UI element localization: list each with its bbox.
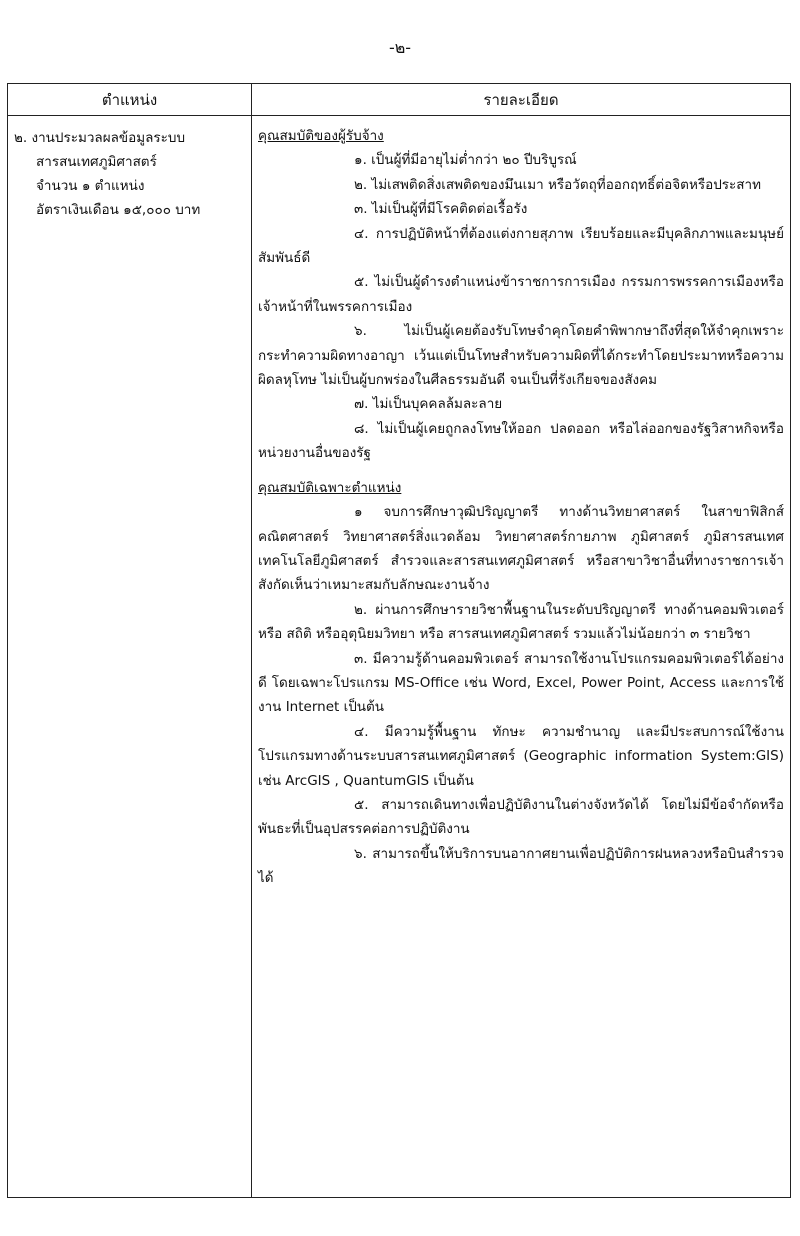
- general-item-1: ๑. เป็นผู้ที่มีอายุไม่ต่ำกว่า ๒๐ ปีบริบูรณ์: [354, 152, 577, 169]
- details-cell: [252, 116, 791, 1198]
- general-item-4: ๔. การปฏิบัติหน้าที่ต้องแต่งกายสุภาพ เรียบร้อยและมีบุคลิกภาพและมนุษย์สัมพันธ์ดี: [258, 225, 784, 267]
- table-row: [8, 116, 791, 1198]
- specific-item-2: ๒. ผ่านการศึกษารายวิชาพื้นฐานในระดับปริญญาตรี ทางด้านคอมพิวเตอร์ หรือ สถิติ หรืออุตุนิยมวิทยา หรือ สารสนเทศภูมิศาสตร์ รวมแล้วไม่น้อยกว่า ๓ รายวิชา: [258, 601, 784, 643]
- specific-item-3: ๓. มีความรู้ด้านคอมพิวเตอร์ สามารถใช้งานโปรแกรมคอมพิวเตอร์ได้อย่างดี โดยเฉพาะโปรแกรม MS-Office เช่น Word, Excel, Power Point, Access และการใช้งาน Internet เป็นต้น: [258, 650, 784, 716]
- specific-qualifications-heading: คุณสมบัติเฉพาะตำแหน่ง: [258, 479, 402, 496]
- general-item-2: ๒. ไม่เสพติดสิ่งเสพติดของมึนเมา หรือวัตถุที่ออกฤทธิ์ต่อจิตหรือประสาท: [354, 176, 761, 193]
- position-salary: อัตราเงินเดือน ๑๕,๐๐๐ บาท: [36, 202, 201, 218]
- table-header-row: [8, 84, 791, 116]
- specific-item-6: ๖. สามารถขึ้นให้บริการบนอากาศยานเพื่อปฏิบัติการฝนหลวงหรือบินสำรวจได้: [258, 845, 784, 887]
- general-qualifications-heading: คุณสมบัติของผู้รับจ้าง: [258, 128, 384, 144]
- header-details: รายละเอียด: [252, 84, 791, 116]
- general-item-5: ๕. ไม่เป็นผู้ดำรงตำแหน่งข้าราชการการเมือง กรรมการพรรคการเมืองหรือเจ้าหน้าที่ในพรรคการเมือง: [258, 274, 784, 315]
- position-cell: [8, 116, 252, 1198]
- position-count: จำนวน ๑ ตำแหน่ง: [36, 178, 145, 194]
- qualification-table: [7, 83, 791, 1198]
- specific-item-4: ๔. มีความรู้พื้นฐาน ทักษะ ความชำนาญ และมีประสบการณ์ใช้งานโปรแกรมทางด้านระบบสารสนเทศภูมิศาสตร์ (Geographic information System:GIS) เช่น ArcGIS , QuantumGIS เป็นต้น: [258, 723, 784, 789]
- general-item-7: ๗. ไม่เป็นบุคคลล้มละลาย: [354, 396, 503, 413]
- page-number: -๒-: [388, 38, 412, 57]
- general-item-3: ๓. ไม่เป็นผู้ที่มีโรคติดต่อเรื้อรัง: [354, 201, 528, 218]
- position-title: ๒. งานประมวลผลข้อมูลระบบ: [14, 130, 186, 146]
- general-item-6: ๖. ไม่เป็นผู้เคยต้องรับโทษจำคุกโดยคำพิพากษาถึงที่สุดให้จำคุกเพราะกระทำความผิดทางอาญา เว้นแต่เป็นโทษสำหรับความผิดที่ได้กระทำโดยประมาทหรือความผิดลหุโทษ ไม่เป็นผู้บกพร่องในศีลธรรมอันดี จนเป็นที่รังเกียจของสังคม: [258, 323, 784, 389]
- header-position: ตำแหน่ง: [8, 84, 252, 116]
- specific-item-1: ๑ จบการศึกษาวุฒิปริญญาตรี ทางด้านวิทยาศาสตร์ ในสาขาฟิสิกส์ คณิตศาสตร์ วิทยาศาสตร์สิ่งแวดล้อม วิทยาศาสตร์กายภาพ ภูมิศาสตร์ ภูมิสารสนเทศ เทคโนโลยีภูมิศาสตร์ สำรวจและสารสนเทศภูมิศาสตร์ หรือสาขาวิชาอื่นที่ทางราชการเจ้าสังกัดเห็นว่าเหมาะสมกับลักษณะงานจ้าง: [258, 504, 784, 594]
- general-item-8: ๘. ไม่เป็นผู้เคยถูกลงโทษให้ออก ปลดออก หรือไล่ออกของรัฐวิสาหกิจหรือหน่วยงานอื่นของรัฐ: [258, 420, 784, 462]
- position-title-cont: สารสนเทศภูมิศาสตร์: [36, 154, 157, 170]
- specific-item-5: ๕. สามารถเดินทางเพื่อปฏิบัติงานในต่างจังหวัดได้ โดยไม่มีข้อจำกัดหรือพันธะที่เป็นอุปสรรคต่อการปฏิบัติงาน: [258, 796, 784, 838]
